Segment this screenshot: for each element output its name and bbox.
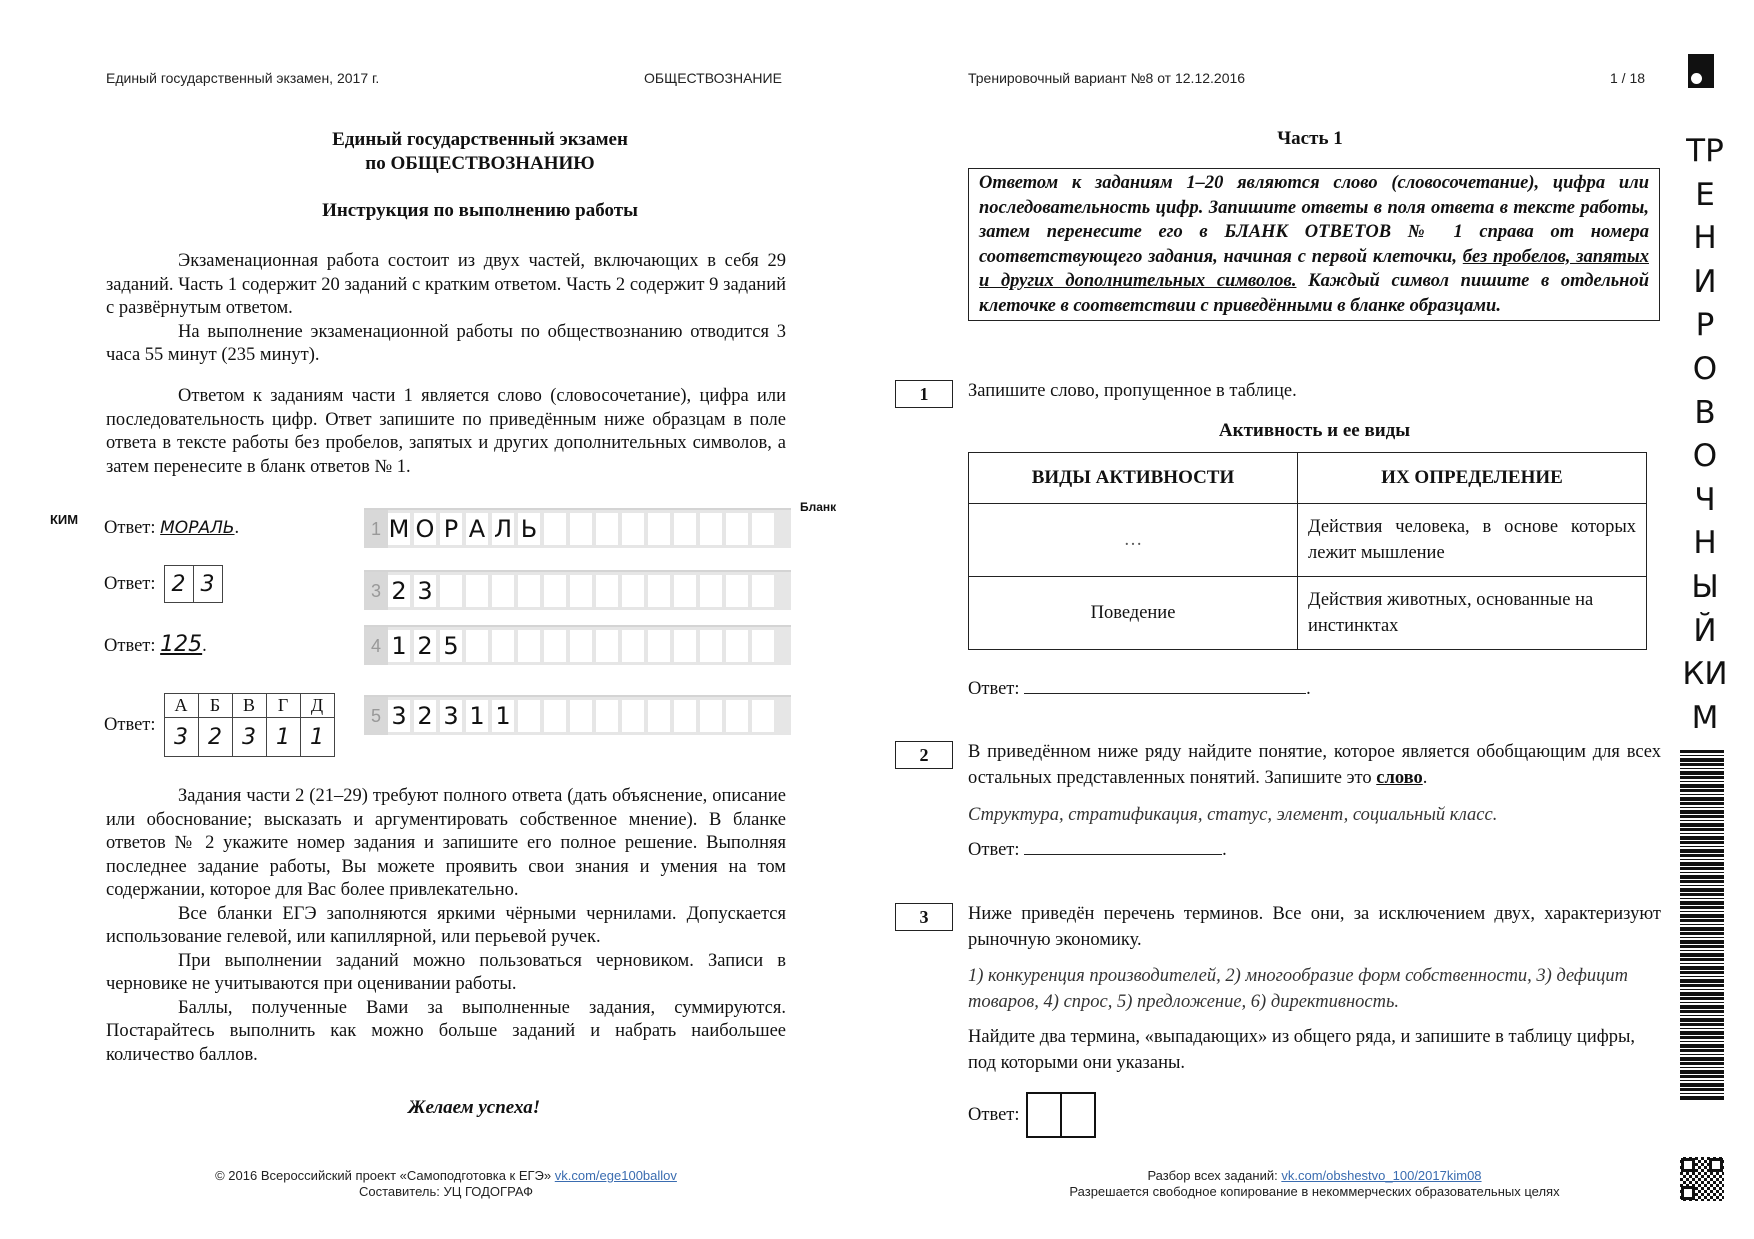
blank-cell bbox=[596, 700, 618, 732]
answer-cell[interactable] bbox=[1062, 1094, 1094, 1136]
watermark-letter: Е bbox=[1695, 176, 1715, 213]
example-number: 125 bbox=[160, 632, 203, 657]
blank-cell bbox=[752, 513, 774, 545]
answer-cell: 3 bbox=[200, 571, 215, 597]
blank-cell bbox=[518, 575, 540, 607]
blank-cell bbox=[544, 630, 566, 662]
blank-cell bbox=[622, 700, 644, 732]
task-3-terms: 1) конкуренция производителей, 2) многообразие форм собственности, 3) дефицит товаров, 4) спрос, 5) предложение, 6) директивность. bbox=[968, 966, 1629, 1012]
blank-cell bbox=[648, 513, 670, 545]
task-3-instruction: Найдите два термина, «выпадающих» из общего ряда, и запишите в таблицу цифры, под которыми они указаны. bbox=[968, 1027, 1636, 1073]
answer-line-1[interactable] bbox=[1024, 675, 1306, 694]
para-structure: Экзаменационная работа состоит из двух частей, включающих в себя 29 заданий. Часть 1 содержит 20 заданий с кратким ответом. Часть 2 содержит 9 заданий с развёрнутым ответом. bbox=[106, 251, 786, 318]
vertical-watermark bbox=[1675, 130, 1735, 740]
answer-label: Ответ: bbox=[104, 573, 156, 594]
blank-cell bbox=[674, 630, 696, 662]
title-line-2: по ОБЩЕСТВОЗНАНИЮ bbox=[365, 153, 595, 174]
blank-cell bbox=[596, 513, 618, 545]
blank-cell: О bbox=[415, 515, 435, 543]
answer-cell[interactable] bbox=[1028, 1094, 1062, 1136]
watermark-letter: О bbox=[1692, 438, 1718, 475]
blank-row-number: 3 bbox=[364, 572, 388, 610]
watermark-letter: О bbox=[1692, 350, 1718, 387]
blank-cell bbox=[674, 700, 696, 732]
title-line-1: Единый государственный экзамен bbox=[332, 129, 628, 150]
header-exam-title: Единый государственный экзамен, 2017 г. bbox=[106, 70, 380, 86]
table-cell: Поведение bbox=[969, 577, 1298, 650]
task-number-2: 2 bbox=[895, 741, 953, 769]
para-duration: На выполнение экзаменационной работы по обществознанию отводится 3 часа 55 минут (235 минут). bbox=[106, 321, 786, 365]
table-cell: … bbox=[969, 504, 1298, 577]
blank-cell bbox=[622, 630, 644, 662]
qr-code-icon bbox=[1680, 1157, 1724, 1201]
matching-header: А bbox=[164, 694, 198, 718]
blank-cell bbox=[726, 575, 748, 607]
watermark-letter: ТР bbox=[1686, 133, 1724, 169]
watermark-letter: КИ bbox=[1682, 656, 1728, 693]
right-footer bbox=[968, 1168, 1661, 1200]
blank-cell bbox=[596, 575, 618, 607]
matching-value: 1 bbox=[266, 718, 300, 757]
info-text: Каждый символ пишите в отдельной клеточке в соответствии с приведёнными в бланке образцами. bbox=[979, 271, 1649, 316]
blank-cell bbox=[700, 513, 722, 545]
blank-cell bbox=[752, 575, 774, 607]
task-number-3: 3 bbox=[895, 903, 953, 931]
blank-cell: Л bbox=[493, 515, 513, 543]
blank-cell: 3 bbox=[388, 700, 410, 732]
good-luck-text: Желаем успеха! bbox=[408, 1097, 541, 1118]
example-word: МОРАЛЬ bbox=[160, 518, 235, 538]
instructions-block-1 bbox=[106, 250, 786, 368]
blank-cell: 2 bbox=[414, 700, 436, 732]
vk-link-obshestvo[interactable]: vk.com/obshestvo_100/2017kim08 bbox=[1281, 1168, 1482, 1183]
blank-cell bbox=[570, 630, 592, 662]
task-1-table-title: Активность и ее виды bbox=[1218, 420, 1411, 441]
matching-header: Г bbox=[266, 694, 300, 718]
watermark-letter: И bbox=[1693, 263, 1717, 300]
analysis-text: Разбор всех заданий: bbox=[1147, 1168, 1278, 1183]
matching-table bbox=[164, 693, 335, 757]
blank-cell: А bbox=[466, 513, 488, 545]
watermark-letter: Ы bbox=[1691, 568, 1719, 605]
blank-row-1 bbox=[364, 508, 791, 548]
header-variant: Тренировочный вариант №8 от 12.12.2016 bbox=[968, 70, 1246, 86]
example-answer-3: Ответ: 125. bbox=[104, 632, 207, 657]
task-2-terms: Структура, стратификация, статус, элемент, социальный класс. bbox=[968, 805, 1498, 825]
answer-line-2[interactable] bbox=[1024, 836, 1222, 855]
answer-label: Ответ: bbox=[104, 636, 156, 656]
blank-row-number: 5 bbox=[364, 697, 388, 735]
matching-value: 1 bbox=[300, 718, 334, 757]
blank-cell: 1 bbox=[466, 700, 488, 732]
blank-cell bbox=[570, 575, 592, 607]
task-1-answer: Ответ: . bbox=[968, 675, 1661, 702]
blank-cell bbox=[674, 575, 696, 607]
matching-value: 3 bbox=[232, 718, 266, 757]
blank-cell bbox=[544, 700, 566, 732]
matching-value: 3 bbox=[164, 718, 198, 757]
blank-cell bbox=[596, 630, 618, 662]
activity-table bbox=[968, 452, 1647, 650]
answer-label: Ответ: bbox=[968, 679, 1020, 699]
blank-cell bbox=[518, 630, 540, 662]
blank-cell bbox=[492, 575, 514, 607]
task-1-text: Запишите слово, пропущенное в таблице. bbox=[968, 381, 1297, 401]
instructions-title: Инструкция по выполнению работы bbox=[322, 200, 638, 221]
blank-label: Бланк bbox=[800, 500, 837, 514]
blank-cell bbox=[648, 700, 670, 732]
info-text-underlined: без пробелов, запятых и других дополнительных символов. bbox=[979, 246, 1649, 291]
blank-cell bbox=[752, 630, 774, 662]
example-answer-2 bbox=[104, 565, 223, 603]
task-number-1: 1 bbox=[895, 380, 953, 408]
blank-cell bbox=[570, 513, 592, 545]
compiler-text: Составитель: УЦ ГОДОГРАФ bbox=[358, 1184, 533, 1199]
watermark-letter: Р bbox=[1695, 307, 1715, 344]
blank-cell bbox=[544, 513, 566, 545]
para-answer-format: Ответом к заданиям части 1 является слово (словосочетание), цифра или последовательность цифр. Ответ запишите по приведённым ниже образцам в поле ответа в тексте работы без пробелов, запятых и других дополнительных символов, а затем перенесите в бланк ответов № 1. bbox=[106, 386, 786, 477]
blank-cell: М bbox=[388, 515, 410, 543]
table-cell: Действия животных, основанные на инстинктах bbox=[1298, 577, 1647, 650]
blank-cell: 2 bbox=[388, 575, 410, 607]
blank-cell bbox=[544, 575, 566, 607]
para-part2: Задания части 2 (21–29) требуют полного ответа (дать объяснение, описание или обоснование; высказать и аргументировать собственное мнение). В бланке ответов № 2 укажите номер задания и запишите его полное решение. Выполняя последнее задание работы, Вы можете проявить свои знания и умения на том содержании, которое для Вас более привлекательно. bbox=[106, 786, 786, 900]
table-row bbox=[969, 504, 1647, 577]
task-2-text-end: . bbox=[1422, 768, 1428, 788]
para-scores: Баллы, полученные Вами за выполненные задания, суммируются. Постарайтесь выполнить как можно больше заданий и набрать наибольшее количество баллов. bbox=[106, 997, 786, 1065]
blank-cell bbox=[700, 575, 722, 607]
blank-row-5 bbox=[364, 695, 791, 735]
barcode-icon bbox=[1680, 750, 1724, 1100]
blank-cell bbox=[752, 700, 774, 732]
answer-cells-3[interactable] bbox=[1026, 1092, 1096, 1138]
blank-cell bbox=[622, 575, 644, 607]
watermark-letter: Ч bbox=[1694, 481, 1716, 518]
blank-cell bbox=[570, 700, 592, 732]
blank-cell bbox=[726, 700, 748, 732]
header-subject: ОБЩЕСТВОЗНАНИЕ bbox=[644, 70, 782, 86]
answer-label: Ответ: bbox=[104, 714, 156, 735]
left-footer bbox=[106, 1168, 786, 1200]
blank-cell bbox=[466, 630, 488, 662]
table-header: ИХ ОПРЕДЕЛЕНИЕ bbox=[1298, 453, 1647, 504]
task-2-answer: Ответ: . bbox=[968, 836, 1661, 863]
blank-row-number: 1 bbox=[364, 510, 388, 548]
instructions-block-3 bbox=[106, 785, 786, 1067]
instructions-block-2 bbox=[106, 385, 786, 479]
watermark-letter: Н bbox=[1693, 220, 1717, 257]
watermark-letter: Й bbox=[1693, 612, 1717, 649]
watermark-letter: М bbox=[1691, 699, 1719, 736]
para-draft: При выполнении заданий можно пользоваться черновиком. Записи в черновике не учитываются при оценивании работы. bbox=[106, 950, 786, 994]
matching-value: 2 bbox=[198, 718, 232, 757]
page-number: 1 / 18 bbox=[1610, 70, 1646, 86]
watermark-letter: Н bbox=[1693, 525, 1717, 562]
answer-cells bbox=[164, 565, 223, 603]
copyright-text: © 2016 Всероссийский проект «Самоподготовка к ЕГЭ» bbox=[215, 1168, 552, 1183]
blank-cell bbox=[648, 575, 670, 607]
blank-cell bbox=[622, 513, 644, 545]
logo-icon bbox=[1688, 54, 1714, 88]
table-row bbox=[969, 577, 1647, 650]
blank-cell bbox=[700, 630, 722, 662]
blank-cell bbox=[440, 575, 462, 607]
blank-cell bbox=[492, 630, 514, 662]
task-2-text-main: В приведённом ниже ряду найдите понятие, которое является обобщающим для всех остальных представленных понятий. Запишите это bbox=[968, 742, 1661, 788]
para-ink: Все бланки ЕГЭ заполняются яркими чёрными чернилами. Допускается использование гелевой, или капиллярной, или перьевой ручек. bbox=[106, 903, 786, 947]
blank-cell: Ь bbox=[518, 513, 540, 545]
blank-row-3 bbox=[364, 570, 791, 610]
blank-cell bbox=[518, 700, 540, 732]
blank-cell: 1 bbox=[388, 630, 410, 662]
blank-cell bbox=[726, 630, 748, 662]
answer-label: Ответ: bbox=[968, 840, 1020, 860]
blank-cell: 3 bbox=[440, 700, 462, 732]
blank-cell bbox=[700, 700, 722, 732]
task-2-text-bold: слово bbox=[1376, 768, 1423, 788]
blank-cell bbox=[466, 575, 488, 607]
matching-header: Д bbox=[300, 694, 334, 718]
blank-row-4 bbox=[364, 625, 791, 665]
blank-row-number: 4 bbox=[364, 627, 388, 665]
blank-cell bbox=[674, 513, 696, 545]
blank-cell bbox=[648, 630, 670, 662]
table-cell: Действия человека, в основе которых лежит мышление bbox=[1298, 504, 1647, 577]
vk-link-ege100ballov[interactable]: vk.com/ege100ballov bbox=[554, 1168, 677, 1183]
blank-cell: Р bbox=[440, 513, 462, 545]
blank-cell: 5 bbox=[440, 630, 462, 662]
blank-cell: 2 bbox=[414, 630, 436, 662]
doc-title bbox=[230, 128, 730, 176]
answer-label: Ответ: bbox=[104, 518, 156, 538]
example-answer-4 bbox=[104, 693, 335, 757]
task-2-text bbox=[968, 739, 1661, 791]
watermark-letter: В bbox=[1694, 394, 1716, 431]
part-title: Часть 1 bbox=[1277, 128, 1343, 149]
matching-header: Б bbox=[198, 694, 232, 718]
matching-header: В bbox=[232, 694, 266, 718]
task-3-text: Ниже приведён перечень терминов. Все они, за исключением двух, характеризуют рыночную экономику. bbox=[968, 904, 1661, 950]
example-answer-1: Ответ: МОРАЛЬ. bbox=[104, 518, 240, 538]
answer-cell: 2 bbox=[165, 566, 194, 602]
answer-label: Ответ: bbox=[968, 1105, 1020, 1125]
table-header: ВИДЫ АКТИВНОСТИ bbox=[969, 453, 1298, 504]
copy-permission-text: Разрешается свободное копирование в некоммерческих образовательных целях bbox=[1069, 1184, 1560, 1199]
info-text: Ответом к заданиям 1–20 являются слово (словосочетание), цифра или последовательность цифр. Запишите ответы в поля ответа в тексте работы, затем перенесите его в БЛАНК ОТВЕТОВ № 1 справа от номера соответствующего задания, начиная с первой клеточки, bbox=[979, 173, 1649, 267]
kim-label: КИМ bbox=[50, 512, 79, 527]
blank-cell bbox=[726, 513, 748, 545]
part1-info-box bbox=[968, 168, 1660, 321]
blank-cell: 3 bbox=[414, 575, 436, 607]
task-3-answer bbox=[968, 1092, 1661, 1138]
blank-cell: 1 bbox=[492, 700, 514, 732]
